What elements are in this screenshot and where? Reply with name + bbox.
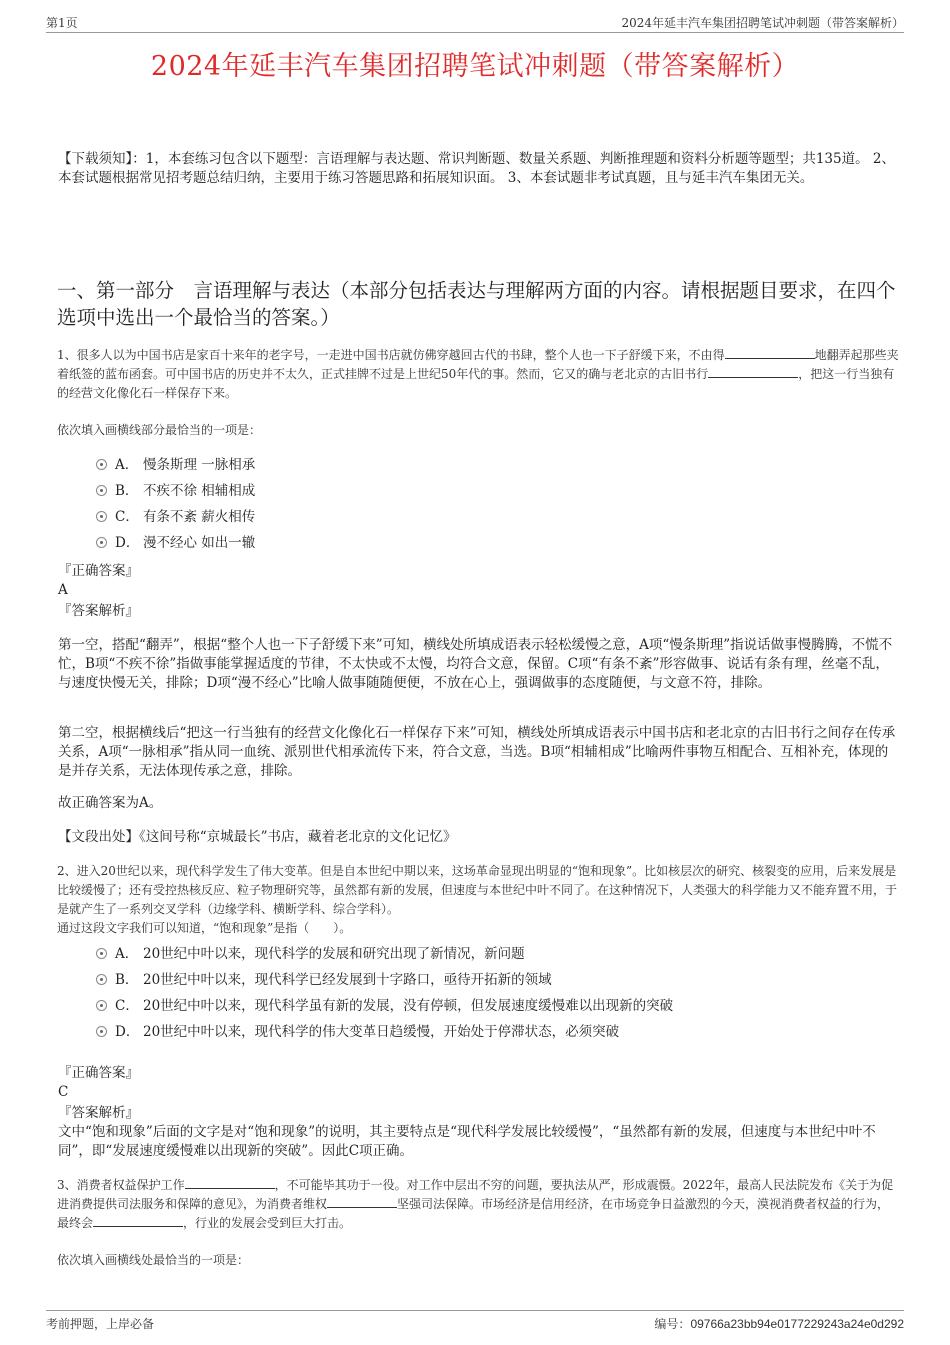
option-d[interactable]: D． 20世纪中叶以来，现代科学的伟大变革日趋缓慢，开始处于停滞状态，必须突破: [96, 1019, 673, 1045]
radio-icon[interactable]: [96, 948, 107, 959]
section-title: 一、第一部分 言语理解与表达（本部分包括表达与理解两方面的内容。请根据题目要求，在四个选项中选出一个最恰当的答案。）: [57, 279, 896, 329]
question-1-text: 1、很多人以为中国书店是家百十来年的老字号，一走进中国书店就仿佛穿越回古代的书肆，整个人也一下子舒缓下来，不由得 地翻弄起那些夹着纸签的蓝布函套。可中国书店的历史并不太久，正式挂牌不过是上世纪50年代的事。然而，它又的确与老北京的古旧书行 ，把这一行当独有的经营文化像化石一样保存下来。: [57, 348, 899, 400]
analysis-label: 『答案解析』: [58, 1105, 139, 1121]
footer-code: 编号：09766a23bb94e0177229243a24e0d292: [654, 1317, 904, 1331]
option-c[interactable]: C． 有条不紊 薪火相传: [96, 504, 255, 530]
answer-blank: [725, 346, 815, 359]
option-b[interactable]: B． 20世纪中叶以来，现代科学已经发展到十字路口，亟待开拓新的领域: [96, 967, 673, 993]
analysis-paragraph: 第一空，搭配“翻弄”，根据“整个人也一下子舒缓下来”可知，横线处所填成语表示轻松缓慢之意，A项“慢条斯理”指说话做事慢腾腾，不慌不忙，B项“不疾不徐”指做事能掌握适度的节律，不太快或不太慢，均符合文意，保留。C项“有条不紊”形容做事、说话有条有理，丝毫不乱，与速度快慢无关，排除；D项“漫不经心”比喻人做事随随便便，不放在心上，强调做事的态度随便，与文意不符，排除。: [58, 637, 893, 691]
radio-icon[interactable]: [96, 485, 107, 496]
radio-icon[interactable]: [96, 974, 107, 985]
radio-icon[interactable]: [96, 537, 107, 548]
document-title: 2024年延丰汽车集团招聘笔试冲刺题（带答案解析）: [150, 51, 800, 82]
question-2-text: 2、进入20世纪以来，现代科学发生了伟大变革。但是自本世纪中期以来，这场革命显现出明显的“饱和现象”。比如核层次的研究、核裂变的应用，后来发展是比较缓慢了；还有受控热核反应、粒子物理研究等，虽然都有新的发展，但速度与本世纪中叶不同了。在这种情况下，人类强大的科学能力又不能弃置不用，于是就产生了一系列交叉学科（边缘学科、横断学科、综合学科）。: [57, 864, 898, 916]
option-c[interactable]: C． 20世纪中叶以来，现代科学虽有新的发展，没有停顿，但发展速度缓慢难以出现新的突破: [96, 993, 673, 1019]
radio-icon[interactable]: [96, 511, 107, 522]
answer-label: 『正确答案』: [58, 563, 139, 579]
analysis-label: 『答案解析』: [58, 603, 139, 619]
correct-answer: C: [58, 1084, 69, 1100]
answer-blank: [185, 1176, 275, 1189]
header-doc-title: 2024年延丰汽车集团招聘笔试冲刺题（带答案解析）: [621, 16, 904, 30]
question-1-options: [96, 452, 255, 556]
radio-icon[interactable]: [96, 459, 107, 470]
correct-answer: A: [58, 582, 68, 598]
option-a[interactable]: A． 20世纪中叶以来，现代科学的发展和研究出现了新情况，新问题: [96, 941, 673, 967]
question-2-options: [96, 941, 673, 1045]
option-a[interactable]: A． 慢条斯理 一脉相承: [96, 452, 255, 478]
radio-icon[interactable]: [96, 1000, 107, 1011]
download-notice: 【下载须知】：1，本套练习包含以下题型：言语理解与表达题、常识判断题、数量关系题、判断推理题和资料分析题等题型；共135道。 2、本套试题根据常见招考题总结归纳，主要用于练习答题思路和拓展知识面。 3、本套试题非考试真题，且与延丰汽车集团无关。: [58, 151, 895, 186]
question-1-prompt: 依次填入画横线部分最恰当的一项是：: [57, 423, 262, 437]
analysis-paragraph: 第二空，根据横线后“把这一行当独有的经营文化像化石一样保存下来”可知，横线处所填成语表示中国书店和老北京的古旧书行之间存在传承关系，A项“一脉相承”指从同一血统、派别世代相承流传下来，符合文意，当选。B项“相辅相成”比喻两件事物互相配合、互相补充，体现的是并存关系，无法体现传承之意，排除。: [58, 725, 896, 779]
question-3-text: 3、消费者权益保护工作 ，不可能毕其功于一役。对工作中层出不穷的问题，要执法从严，形成震慑。2022年，最高人民法院发布《关于为促进消费提供司法服务和保障的意见》，为消费者维权 坚强司法保障。市场经济是信用经济，在市场竞争日益激烈的今天，漠视消费者权益的行为，最终会 ，行业的发展会受到巨大打击。: [57, 1178, 894, 1230]
analysis-paragraph: 文中“饱和现象”后面的文字是对“饱和现象”的说明，其主要特点是“现代科学发展比较缓慢”，“虽然都有新的发展，但速度与本世纪中叶不同”，即“发展速度缓慢难以出现新的突破”。因此C项正确。: [58, 1124, 876, 1159]
page-number: 第1页: [46, 16, 78, 30]
answer-blank: [93, 1214, 183, 1227]
conclusion: 故正确答案为A。: [58, 795, 163, 811]
page-footer: [46, 1310, 904, 1331]
source-citation: 【文段出处】《这间号称“京城最长”书店，藏着老北京的文化记忆》: [58, 829, 457, 845]
page-header: [46, 12, 904, 33]
question-3-prompt: 依次填入画横线处最恰当的一项是：: [57, 1253, 250, 1267]
answer-label: 『正确答案』: [58, 1065, 139, 1081]
option-d[interactable]: D． 漫不经心 如出一辙: [96, 530, 255, 556]
question-2-prompt: 通过这段文字我们可以知道，“饱和现象”是指（ ）。: [57, 921, 352, 935]
radio-icon[interactable]: [96, 1026, 107, 1037]
answer-blank: [708, 365, 798, 378]
option-b[interactable]: B． 不疾不徐 相辅相成: [96, 478, 255, 504]
footer-slogan: 考前押题，上岸必备: [46, 1317, 155, 1331]
answer-blank: [327, 1195, 397, 1208]
